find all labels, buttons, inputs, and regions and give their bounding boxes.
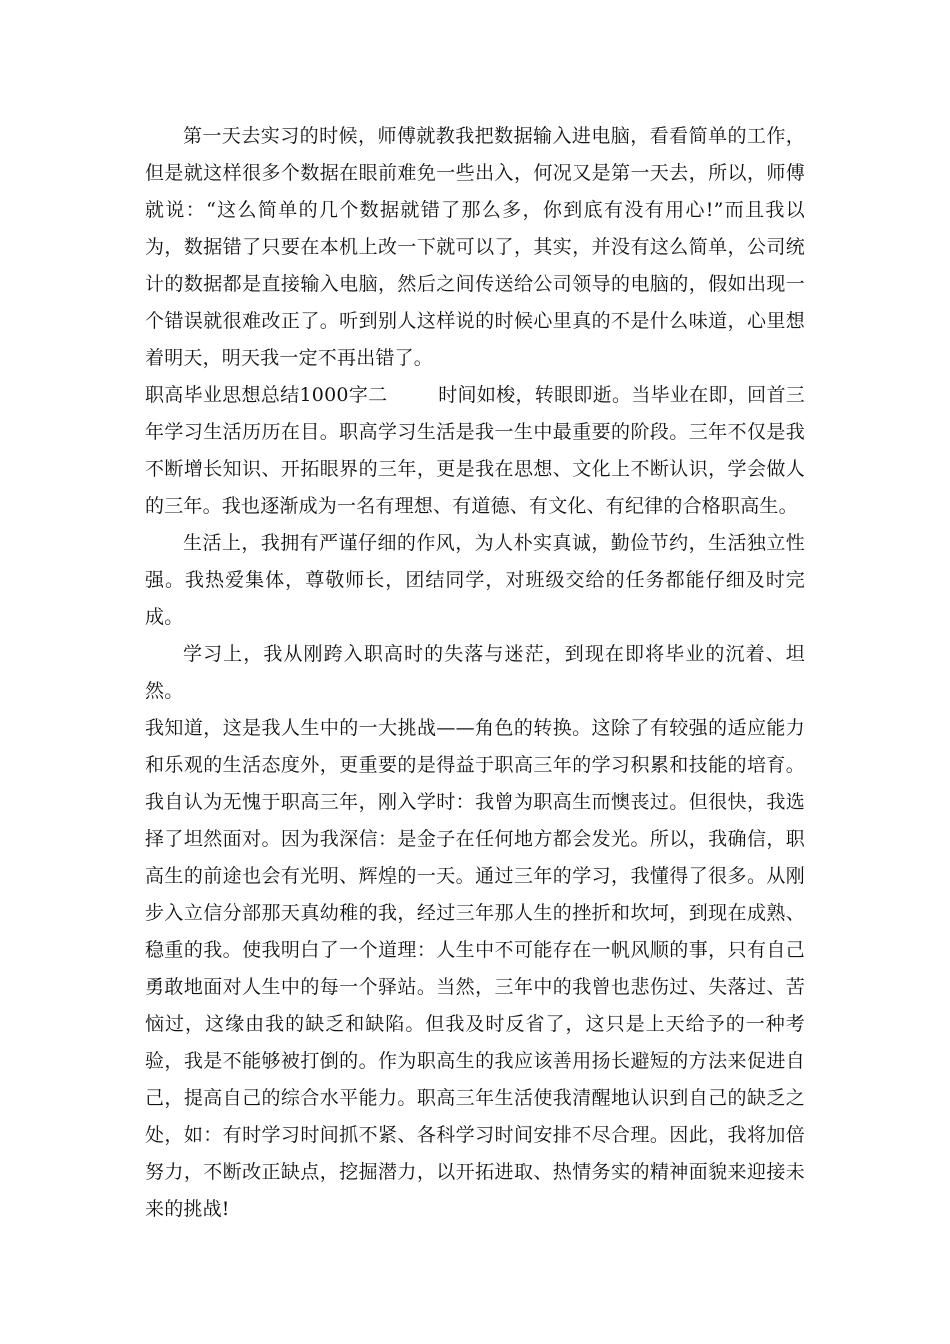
- paragraph-1: 第一天去实习的时候，师傅就教我把数据输入进电脑，看看简单的工作，但是就这样很多个数据在眼前难免一些出入，何况又是第一天去，所以，师傅就说：“这么简单的几个数据就错了那么多，你到底有没有用心!”而且我以为，数据错了只要在本机上改一下就可以了，其实，并没有这么简单，公司统计的数据都是直接输入电脑，然后之间传送给公司领导的电脑的，假如出现一个错误就很难改正了。听到别人这样说的时候心里真的不是什么味道，心里想着明天，明天我一定不再出错了。: [145, 125, 805, 369]
- paragraph-4: 学习上，我从刚跨入职高时的失落与迷茫，到现在即将毕业的沉着、坦然。: [145, 643, 805, 702]
- document-body: [145, 118, 805, 1228]
- title-spacer: [387, 384, 438, 406]
- paragraph-5: 我知道，这是我人生中的一大挑战——角色的转换。这除了有较强的适应能力和乐观的生活态度外，更重要的是得益于职高三年的学习积累和技能的培育。我自认为无愧于职高三年，刚入学时：我曾为职高生而懊丧过。但很快，我选择了坦然面对。因为我深信：是金子在任何地方都会发光。所以，我确信，职高生的前途也会有光明、辉煌的一天。通过三年的学习，我懂得了很多。从刚步入立信分部那天真幼稚的我，经过三年那人生的挫折和坎坷，到现在成熟、稳重的我。使我明白了一个道理：人生中不可能存在一帆风顺的事，只有自己勇敢地面对人生中的每一个驿站。当然，三年中的我曾也悲伤过、失落过、苦恼过，这缘由我的缺乏和缺陷。但我及时反省了，这只是上天给予的一种考验，我是不能够被打倒的。作为职高生的我应该善用扬长避短的方法来促进自己，提高自己的综合水平能力。职高三年生活使我清醒地认识到自己的缺乏之处，如：有时学习时间抓不紧、各科学习时间安排不尽合理。因此，我将加倍努力，不断改正缺点，挖掘潜力，以开拓进取、热情务实的精神面貌来迎接未来的挑战!: [145, 717, 805, 1220]
- section-title: 职高毕业思想总结1000字二: [145, 384, 388, 406]
- paragraph-3: 生活上，我拥有严谨仔细的作风，为人朴实真诚，勤俭节约，生活独立性强。我热爱集体，尊敬师长，团结同学，对班级交给的任务都能仔细及时完成。: [145, 532, 805, 628]
- paragraph-2-text: 时间如梭，转眼即逝。当毕业在即，回首三年学习生活历历在目。职高学习生活是我一生中最重要的阶段。三年不仅是我不断增长知识、开拓眼界的三年，更是我在思想、文化上不断认识，学会做人的三年。我也逐渐成为一名有理想、有道德、有文化、有纪律的合格职高生。: [145, 384, 806, 517]
- paragraph-2: [145, 377, 805, 525]
